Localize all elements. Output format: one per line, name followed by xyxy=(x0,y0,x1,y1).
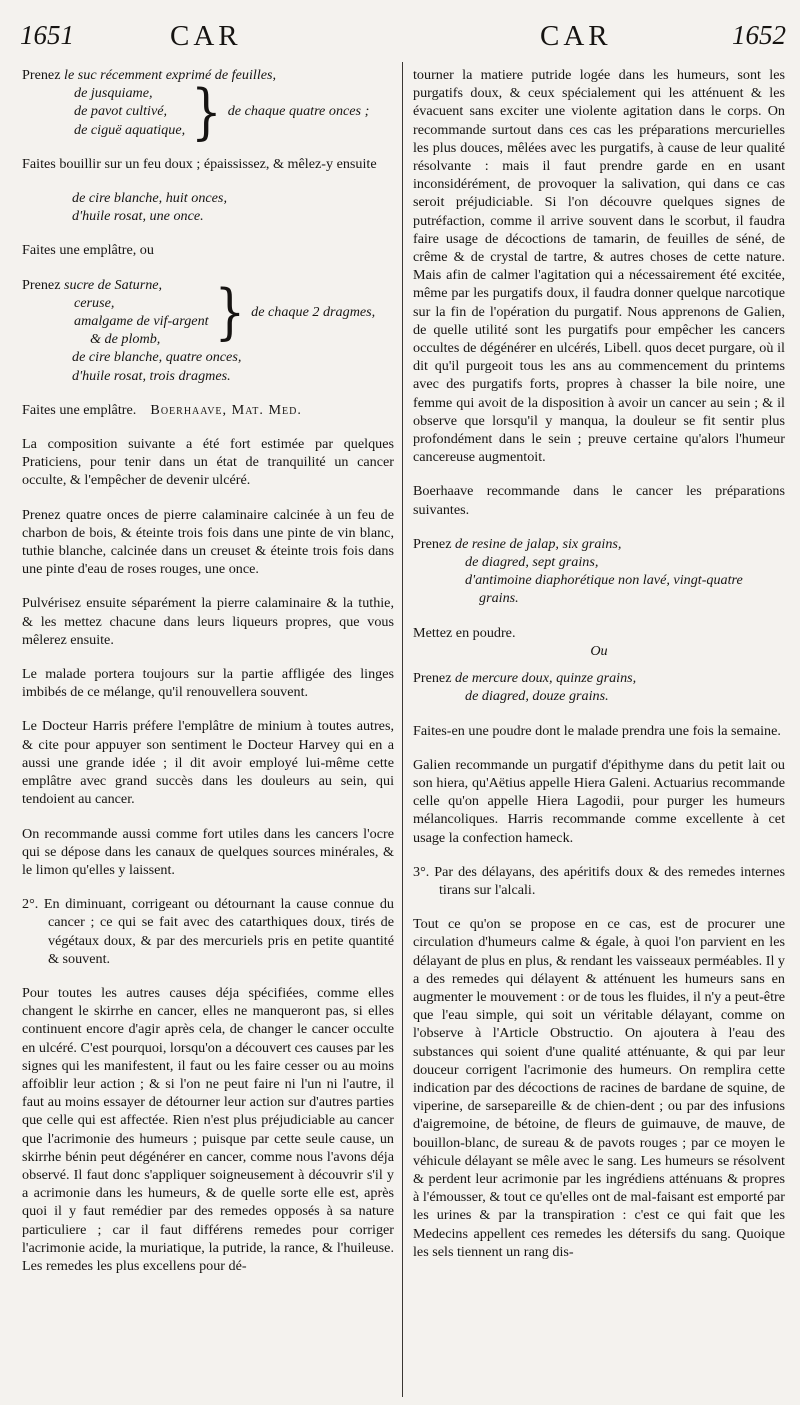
paragraph-mettez: Mettez en poudre. xyxy=(413,624,516,641)
paragraph-composition: La composition suivante a été fort estimée par quelques Praticiens, pour tenir dans un état de tranquilité un cancer occulte, & l'empêcher de devenir ulcéré. xyxy=(22,436,394,489)
recipe-1-items xyxy=(22,76,394,147)
paragraph-continuation: tourner la matiere putride logée dans les humeurs, sont les purgatifs doux, & ceux spécialement qui les atténuent & les évacuent sans exciter une violente agitation dans le corps. On recommande surtout dans ces cas les préparations mercurielles les plus douces, mêlées avec les purgatifs, à cause de leur qualité résolvante : mais il faut prendre garde en en usant inconsidérément, de provoquer la salivation, qui dans ce cas seroit préjudiciable. Si l'on découvre quelques signes de putréfaction, comme il arrive souvent dans le scorbut, il faudra faire usage de décoctions de tamarin, de feuilles de séné, de crême & de crystal de tartre, & autres choses de cette nature. Mais afin de calmer l'agitation qui a nécessairement été excitée, même par les purgatifs doux, il faudra donner quelque narcotique sur la fin de l'opération du purgatif. Nous apprenons de Galien, de quelle utilité sont les purgatifs pour empêcher les cancers occultes de dégénérer en ulcérés, Libell. quos decet purgare, où il dit qu'il purgeoit tous les ans au commencement du printems avec des purgatifs forts, propres à chasser la bile noire, une femme qui avoit de la disposition à avoir un cancer au sein ; & il observe que lorsqu'il y manqua, la douleur se fit sentir plus profondément dans le sein ; preuve certaine qu'alors l'humeur cancereuse augmentoit. xyxy=(413,67,785,466)
paragraph-section-2: 2°. En diminuant, corrigeant ou détournant la cause connue du cancer ; ce qui se fait avec des catarthiques doux, tirés de végétaux doux, & par des mercuriels pris en petite quantité & souvent. xyxy=(22,896,394,967)
paragraph-boerhaave: Boerhaave recommande dans le cancer les préparations suivantes. xyxy=(413,483,785,518)
paragraph-faites-poudre: Faites-en une poudre dont le malade prendra une fois la semaine. xyxy=(413,722,781,739)
paragraph-harris: Le Docteur Harris préfere l'emplâtre de minium à toutes autres, & cite pour appuyer son sentiment le Docteur Harvey qui en a aussi une grande idée ; il dit avoir employé lui-même cette emplâtre avec grand succès dans les douleurs au sein, qui tendoient au cancer. xyxy=(22,718,394,808)
paragraph-section-3: 3°. Par des délayans, des apéritifs doux & des remedes internes tirans sur l'alcali. xyxy=(413,863,785,898)
brace-symbol: } xyxy=(214,277,246,348)
recipe-1-quantity: de chaque quatre onces ; xyxy=(227,103,370,120)
page-number-left: 1651 xyxy=(20,20,74,50)
paragraph-tout: Tout ce qu'on se propose en ce cas, est de procurer une circulation d'humeurs calme & égale, à quoi l'on parvient en les délayant de plus en plus, & rendant les vaisseaux perméables. Il y a des remedes qui délayent & atténuent les humeurs sans en augmenter le mouvement : or de tous les fluides, il n'y a peut-être que l'eau simple, qui soit un véritable délayant, comme on l'observe à l'Article Obstructio. On ajoutera à l'eau des substances qui soient d'une qualité atténuante, & qui par leur douceur corrigent l'acrimonie des humeurs. On remplira cette indication par des décoctions de racines de bardane de squine, de viperine, de sarsepareille & de chien-dent ; ou par des infusions d'aigremoine, de bétoine, de fleurs de guimauve, de mauve, de bouillon-blanc, de sureau & de pavots rouges ; par ce moyen le véhicule délayant se mêle avec le sang. Les humeurs se résolvent & perdent leur acrimonie par les ingrédiens atténuans & propres à l'émousser, & tout ce qu'elles ont de mal-faisant est emporté par les urines & par la transpiration : c'est ce qui fait que les Medecins appellent ces remedes les détersifs du sang. Quoique les sels tiennent un rang dis- xyxy=(413,916,785,1260)
brace-symbol: } xyxy=(191,76,222,147)
paragraph-autres-causes: Pour toutes les autres causes déja spécifiées, comme elles changent le skirrhe en cancer, elles ne manqueront pas, si elles continuent encore d'agir après cela, de changer le cancer occulte en ulcéré. C'est pourquoi, lorsqu'on a découvert ces causes par les signes qui les manifestent, il faut ou les faire cesser ou au moins affoiblir leur action ; & si l'on ne peut faire ni l'un ni l'autre, il faut au moins essayer de détourner leur action sur d'autres parties que celle qui est affectée. Rien n'est plus préjudiciable au cancer que l'acrimonie des humeurs ; puisque par cette seule cause, un skirrhe bénin peut dégénérer en cancer, comme nous l'avons déja observé. Il faut donc s'appliquer soigneusement à découvrir s'il y a acrimonie dans les humeurs, & de quelle sorte elle est, après quoi il y faut remédier par des remedes opposés à sa nature particuliere ; car il faut différens remedes pour corriger l'acrimonie acide, la muriatique, la putride, la rance, & l'huileuse. Les remedes les plus excellens pour dé- xyxy=(22,984,394,1274)
recipe-3: Prenez de resine de jalap, six grains, de diagred, sept grains, d'antimoine diaphorétique non lavé, vingt-quatre grains. xyxy=(413,535,743,607)
paragraph-prenez-quatre: Prenez quatre onces de pierre calaminaire calcinée à un feu de charbon de bois, & éteinte trois fois dans une pinte de vin blanc, tuthie blanche, calcinée dans un creuset & éteinte trois fois dans une pinte d'eau de roses rouges, une once. xyxy=(22,506,394,578)
running-title-left: CAR xyxy=(170,20,242,52)
paragraph-emplatre-source: Faites une emplâtre. Boerhaave, Mat. Med. xyxy=(22,401,302,418)
recipe-1-first-line: Prenez le suc récemment exprimé de feuilles, xyxy=(22,67,277,83)
running-title-right: CAR xyxy=(540,20,612,52)
right-column xyxy=(413,66,785,1261)
page-number-right: 1652 xyxy=(732,20,786,50)
recipe-1-item: de pavot cultivé, xyxy=(74,103,168,120)
paragraph-galien: Galien recommande un purgatif d'épithyme dans du petit lait ou son hiera, qu'Aëtius appelle Hiera Galeni. Actuarius recommande celle qu'on appelle Hiera Lagodii, pour purger les humeurs mélancoliques. Harris recommande comme excellente à cet usage la confection hameck. xyxy=(413,756,785,846)
recipe-1-item: de jusquiame, xyxy=(74,85,153,102)
paragraph-pulverisez: Pulvérisez ensuite séparément la pierre calaminaire & la tuthie, & les mettez chacune dans leurs liqueurs propres, que vous mêlerez ensuite. xyxy=(22,595,394,648)
recipe-1-item: de ciguë aquatique, xyxy=(74,121,186,138)
left-column xyxy=(22,66,394,1275)
recipe-2-extra: de cire blanche, quatre onces, d'huile rosat, trois dragmes. xyxy=(72,349,242,384)
recipe-2: Prenez sucre de Saturne, ceruse, amalgame de vif-argent & de plomb, } de chaque 2 dragmes, xyxy=(22,276,376,348)
running-header xyxy=(0,18,800,62)
recipe-4: Prenez de mercure doux, quinze grains, de diagred, douze grains. xyxy=(413,670,637,705)
column-divider xyxy=(402,62,403,1397)
paragraph-ou: Ou xyxy=(590,642,608,659)
paragraph-faites-bouillir: Faites bouillir sur un feu doux ; épaississez, & mêlez-y ensuite xyxy=(22,155,377,172)
paragraph-malade: Le malade portera toujours sur la partie affligée des linges imbibés de ce mélange, qu'il renouvellera souvent. xyxy=(22,666,394,701)
paragraph-ocre: On recommande aussi comme fort utiles dans les cancers l'ocre qui se dépose dans les canaux de quelques sources minérales, & le limon qu'elles y laissent. xyxy=(22,825,394,878)
paragraph-emplatre-ou: Faites une emplâtre, ou xyxy=(22,242,154,259)
recipe-1-extra: de cire blanche, huit onces, d'huile rosat, une once. xyxy=(72,190,227,225)
recipe-2-quantity: de chaque 2 dragmes, xyxy=(251,303,376,320)
